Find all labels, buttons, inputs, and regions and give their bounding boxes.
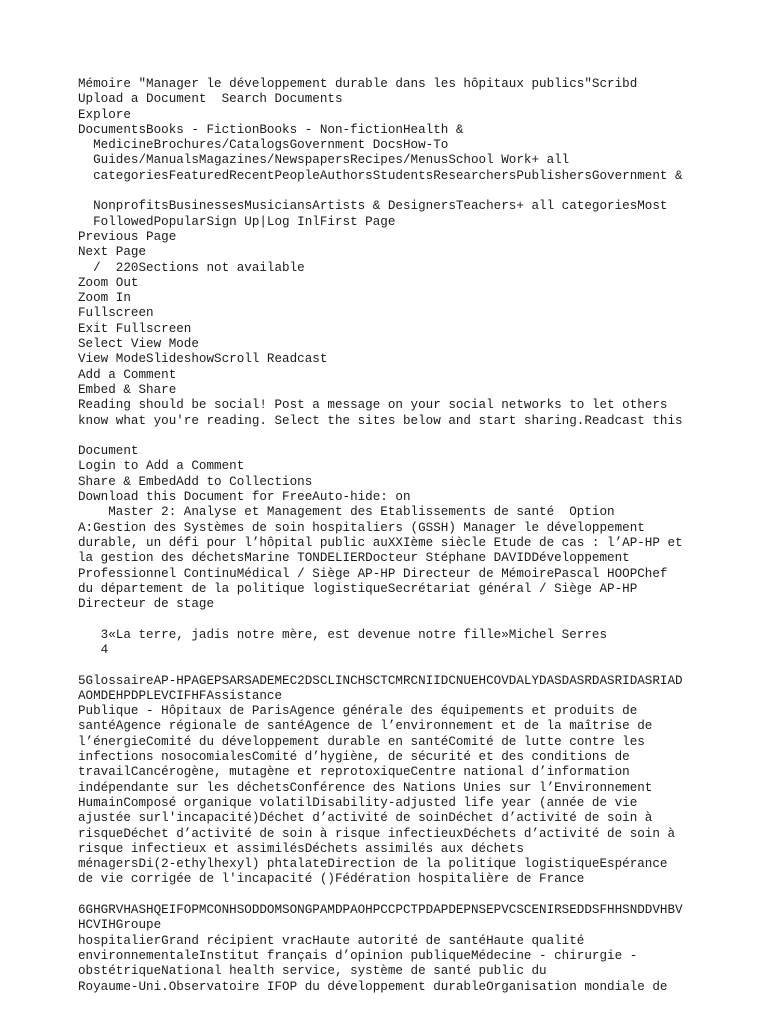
download-link[interactable]: Download this Document for FreeAuto-hide: on xyxy=(78,490,411,505)
page-indicator: / 220Sections not available xyxy=(78,260,305,275)
previous-page-link[interactable]: Previous Page xyxy=(78,229,177,244)
page-content xyxy=(78,77,698,995)
explore-link[interactable]: Explore xyxy=(78,107,131,122)
glossary-line: ajustée surl'incapacité)Déchet d’activité de soinDéchet d’activité de soin à xyxy=(78,811,653,826)
glossary-line: 5GlossaireAP-HPAGEPSARSADEMEC2DSCLINCHSCTCMRCNIIDCNUEHCOVDALYDASDASRDASRIDASRIAD xyxy=(78,673,683,688)
share-collections-link[interactable]: Share & EmbedAdd to Collections xyxy=(78,474,313,489)
categories-line[interactable]: MedicineBrochures/CatalogsGovernment DocsHow-To xyxy=(78,138,449,153)
doc-intro-line: durable, un défi pour l’hôpital public auXXIème siècle Etude de cas : l’AP-HP et xyxy=(78,535,683,550)
social-text: Reading should be social! Post a message on your social networks to let others xyxy=(78,398,668,413)
glossary-line: obstétriqueNational health service, système de santé public du xyxy=(78,964,547,979)
glossary-line: HumainComposé organique volatilDisability-adjusted life year (année de vie xyxy=(78,795,638,810)
account-nav-line[interactable]: FollowedPopularSign Up|Log InlFirst Page xyxy=(78,214,396,229)
blank-line xyxy=(78,612,698,627)
glossary-line: HCVIHGroupe xyxy=(78,918,162,933)
zoom-in-button[interactable]: Zoom In xyxy=(78,291,131,306)
page-number: 4 xyxy=(78,642,109,657)
quote-line: 3«La terre, jadis notre mère, est devenue notre fille»Michel Serres xyxy=(78,627,608,642)
glossary-line: risqueDéchet d’activité de soin à risque infectieuxDéchets d’activité de soin à xyxy=(78,826,676,841)
readcast-document-label[interactable]: Document xyxy=(78,444,139,459)
glossary-line: Royaume-Uni.Observatoire IFOP du développement durableOrganisation mondiale de xyxy=(78,979,668,994)
glossary-line: hospitalierGrand récipient vracHaute autorité de santéHaute qualité xyxy=(78,933,585,948)
glossary-line: infections nosocomialesComité d’hygiène, de sécurité et des conditions de xyxy=(78,750,630,765)
doc-intro-line: A:Gestion des Systèmes de soin hospitaliers (GSSH) Manager le développement xyxy=(78,520,645,535)
doc-intro-line: Master 2: Analyse et Management des Etablissements de santé Option xyxy=(78,505,615,520)
fullscreen-button[interactable]: Fullscreen xyxy=(78,306,154,321)
glossary-line: ménagersDi(2-ethylhexyl) phtalateDirection de la politique logistiqueEspérance xyxy=(78,857,668,872)
blank-line xyxy=(78,184,698,199)
categories-line[interactable]: categoriesFeaturedRecentPeopleAuthorsStudentsResearchersPublishersGovernment & xyxy=(78,168,683,183)
blank-line xyxy=(78,888,698,903)
glossary-line: 6GHGRVHASHQEIFOPMCONHSODDOMSONGPAMDPAOHPCCPCTPDAPDEPNSEPVCSCENIRSEDDSFHHSNDDVHBV xyxy=(78,903,683,918)
categories-line[interactable]: NonprofitsBusinessesMusiciansArtists & DesignersTeachers+ all categoriesMost xyxy=(78,199,668,214)
doc-intro-line: Professionnel ContinuMédical / Siège AP-HP Directeur de MémoirePascal HOOPChef xyxy=(78,566,668,581)
zoom-out-button[interactable]: Zoom Out xyxy=(78,275,139,290)
blank-line xyxy=(78,429,698,444)
glossary-line: indépendante sur les déchetsConférence des Nations Unies sur l’Environnement xyxy=(78,780,653,795)
glossary-line: environnementaleInstitut français d’opinion publiqueMédecine - chirurgie - xyxy=(78,948,638,963)
upload-search-links[interactable]: Upload a Document Search Documents xyxy=(78,92,343,107)
select-view-mode[interactable]: Select View Mode xyxy=(78,337,199,352)
categories-line[interactable]: Guides/ManualsMagazines/NewspapersRecipes/MenusSchool Work+ all xyxy=(78,153,570,168)
login-comment-link[interactable]: Login to Add a Comment xyxy=(78,459,245,474)
doc-intro-line: du département de la politique logistiqueSecrétariat général / Siège AP-HP xyxy=(78,581,638,596)
add-comment-link[interactable]: Add a Comment xyxy=(78,367,177,382)
exit-fullscreen-button[interactable]: Exit Fullscreen xyxy=(78,321,192,336)
view-mode-options[interactable]: View ModeSlideshowScroll Readcast xyxy=(78,352,328,367)
glossary-line: santéAgence régionale de santéAgence de l’environnement et de la maîtrise de xyxy=(78,719,653,734)
doc-intro-line: la gestion des déchetsMarine TONDELIERDocteur Stéphane DAVIDDéveloppement xyxy=(78,551,630,566)
page-title: Mémoire "Manager le développement durable dans les hôpitaux publics"Scribd xyxy=(78,77,638,91)
categories-line[interactable]: DocumentsBooks - FictionBooks - Non-fictionHealth & xyxy=(78,122,464,137)
glossary-line: AOMDEHPDPLEVCIFHFAssistance xyxy=(78,688,283,703)
glossary-line: l’énergieComité du développement durable en santéComité de lutte contre les xyxy=(78,734,645,749)
glossary-line: travailCancérogène, mutagène et reprotoxiqueCentre national d’information xyxy=(78,765,630,780)
social-text: know what you're reading. Select the sites below and start sharing.Readcast this xyxy=(78,413,683,428)
embed-share-link[interactable]: Embed & Share xyxy=(78,382,177,397)
blank-line xyxy=(78,658,698,673)
doc-intro-line: Directeur de stage xyxy=(78,597,215,612)
glossary-line: de vie corrigée de l'incapacité ()Fédération hospitalière de France xyxy=(78,872,585,887)
next-page-link[interactable]: Next Page xyxy=(78,245,147,260)
glossary-line: Publique - Hôpitaux de ParisAgence générale des équipements et produits de xyxy=(78,704,638,719)
glossary-line: risque infectieux et assimilésDéchets assimilés aux déchets xyxy=(78,841,524,856)
